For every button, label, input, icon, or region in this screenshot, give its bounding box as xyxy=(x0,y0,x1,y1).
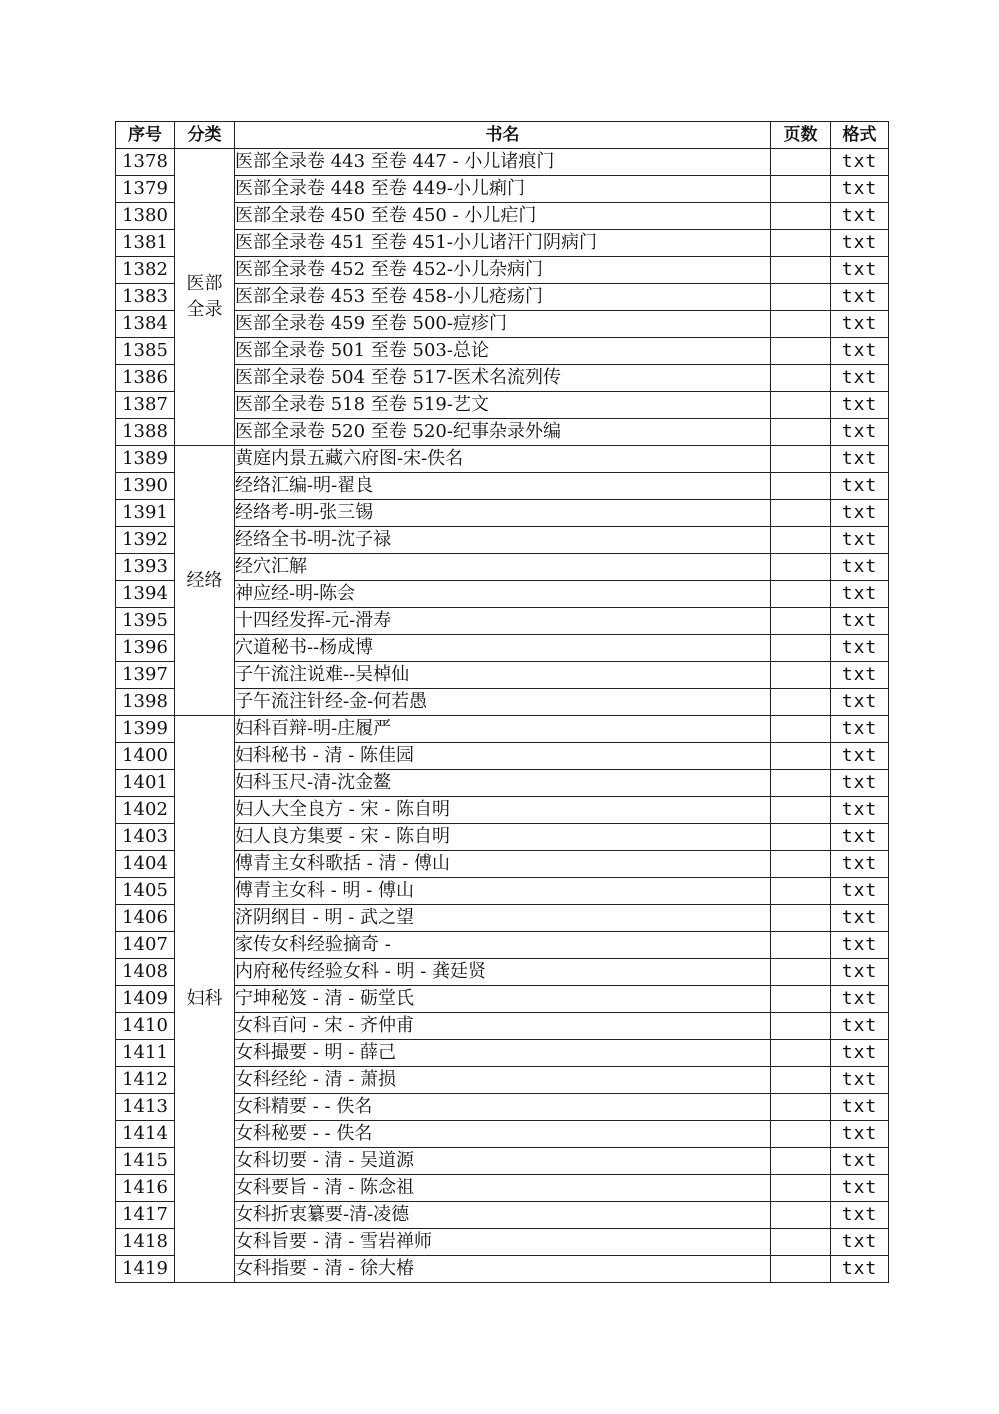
row-number: 1402 xyxy=(116,797,175,824)
book-title: 女科撮要 - 明 - 薛己 xyxy=(235,1040,771,1067)
page-count xyxy=(771,1256,831,1283)
page-count xyxy=(771,1202,831,1229)
row-number: 1401 xyxy=(116,770,175,797)
page-count xyxy=(771,878,831,905)
page-count xyxy=(771,662,831,689)
page-count xyxy=(771,986,831,1013)
page-count xyxy=(771,1040,831,1067)
row-number: 1388 xyxy=(116,419,175,446)
page-count xyxy=(771,419,831,446)
row-number: 1378 xyxy=(116,149,175,176)
page-count xyxy=(771,1067,831,1094)
row-number: 1381 xyxy=(116,230,175,257)
table-row xyxy=(116,446,889,473)
file-format: txt xyxy=(831,608,889,635)
book-title: 女科精要 - - 佚名 xyxy=(235,1094,771,1121)
row-number: 1389 xyxy=(116,446,175,473)
row-number: 1398 xyxy=(116,689,175,716)
page-count xyxy=(771,1094,831,1121)
file-format: txt xyxy=(831,419,889,446)
file-format: txt xyxy=(831,635,889,662)
category-label: 经络 xyxy=(186,569,223,591)
row-number: 1406 xyxy=(116,905,175,932)
file-format: txt xyxy=(831,797,889,824)
row-number: 1404 xyxy=(116,851,175,878)
file-format: txt xyxy=(831,1175,889,1202)
book-title: 傅青主女科歌括 - 清 - 傅山 xyxy=(235,851,771,878)
book-title: 医部全录卷 450 至卷 450 - 小儿疟门 xyxy=(235,203,771,230)
book-title: 女科旨要 - 清 - 雪岩禅师 xyxy=(235,1229,771,1256)
page-count xyxy=(771,851,831,878)
row-number: 1391 xyxy=(116,500,175,527)
file-format: txt xyxy=(831,959,889,986)
file-format: txt xyxy=(831,878,889,905)
category-cell xyxy=(175,716,235,1283)
book-title: 医部全录卷 501 至卷 503-总论 xyxy=(235,338,771,365)
book-title: 妇人大全良方 - 宋 - 陈自明 xyxy=(235,797,771,824)
page-count xyxy=(771,365,831,392)
file-format: txt xyxy=(831,986,889,1013)
file-format: txt xyxy=(831,1094,889,1121)
table-row xyxy=(116,716,889,743)
book-title: 穴道秘书--杨成博 xyxy=(235,635,771,662)
page-count xyxy=(771,689,831,716)
page-count xyxy=(771,797,831,824)
page-count xyxy=(771,824,831,851)
page-count xyxy=(771,1229,831,1256)
book-title: 妇人良方集要 - 宋 - 陈自明 xyxy=(235,824,771,851)
file-format: txt xyxy=(831,527,889,554)
header-category: 分类 xyxy=(175,122,235,149)
file-format: txt xyxy=(831,1013,889,1040)
table-header-row xyxy=(116,122,889,149)
book-title: 宁坤秘笈 - 清 - 砺堂氏 xyxy=(235,986,771,1013)
row-number: 1392 xyxy=(116,527,175,554)
row-number: 1397 xyxy=(116,662,175,689)
file-format: txt xyxy=(831,149,889,176)
book-title: 医部全录卷 459 至卷 500-痘疹门 xyxy=(235,311,771,338)
page-count xyxy=(771,932,831,959)
row-number: 1417 xyxy=(116,1202,175,1229)
book-title: 济阴纲目 - 明 - 武之望 xyxy=(235,905,771,932)
row-number: 1380 xyxy=(116,203,175,230)
file-format: txt xyxy=(831,1148,889,1175)
row-number: 1396 xyxy=(116,635,175,662)
row-number: 1413 xyxy=(116,1094,175,1121)
book-title: 内府秘传经验女科 - 明 - 龚廷贤 xyxy=(235,959,771,986)
category-cell xyxy=(175,446,235,716)
book-title: 十四经发挥-元-滑寿 xyxy=(235,608,771,635)
file-format: txt xyxy=(831,716,889,743)
book-title: 妇科玉尺-清-沈金鳌 xyxy=(235,770,771,797)
page-count xyxy=(771,527,831,554)
book-title: 女科折衷纂要-清-凌德 xyxy=(235,1202,771,1229)
file-format: txt xyxy=(831,311,889,338)
row-number: 1393 xyxy=(116,554,175,581)
row-number: 1408 xyxy=(116,959,175,986)
book-title: 妇科秘书 - 清 - 陈佳园 xyxy=(235,743,771,770)
book-title: 医部全录卷 452 至卷 452-小儿杂病门 xyxy=(235,257,771,284)
page-count xyxy=(771,1148,831,1175)
file-format: txt xyxy=(831,338,889,365)
page-count xyxy=(771,905,831,932)
file-format: txt xyxy=(831,554,889,581)
book-title: 医部全录卷 504 至卷 517-医术名流列传 xyxy=(235,365,771,392)
page-count xyxy=(771,257,831,284)
book-title: 神应经-明-陈会 xyxy=(235,581,771,608)
table-body xyxy=(116,149,889,1283)
page-count xyxy=(771,311,831,338)
book-title: 女科指要 - 清 - 徐大椿 xyxy=(235,1256,771,1283)
book-title: 家传女科经验摘奇 - xyxy=(235,932,771,959)
page-count xyxy=(771,635,831,662)
book-title: 医部全录卷 448 至卷 449-小儿痢门 xyxy=(235,176,771,203)
book-title: 经络汇编-明-翟良 xyxy=(235,473,771,500)
file-format: txt xyxy=(831,1067,889,1094)
book-title: 医部全录卷 453 至卷 458-小儿疮疡门 xyxy=(235,284,771,311)
book-title: 女科秘要 - - 佚名 xyxy=(235,1121,771,1148)
page-count xyxy=(771,770,831,797)
book-title: 经络全书-明-沈子禄 xyxy=(235,527,771,554)
page-count xyxy=(771,446,831,473)
row-number: 1403 xyxy=(116,824,175,851)
page-count xyxy=(771,203,831,230)
row-number: 1384 xyxy=(116,311,175,338)
book-title: 女科切要 - 清 - 吴道源 xyxy=(235,1148,771,1175)
row-number: 1395 xyxy=(116,608,175,635)
row-number: 1390 xyxy=(116,473,175,500)
file-format: txt xyxy=(831,176,889,203)
book-title: 傅青主女科 - 明 - 傅山 xyxy=(235,878,771,905)
row-number: 1410 xyxy=(116,1013,175,1040)
book-catalog-table xyxy=(115,121,889,1283)
file-format: txt xyxy=(831,257,889,284)
book-title: 女科要旨 - 清 - 陈念祖 xyxy=(235,1175,771,1202)
page-count xyxy=(771,230,831,257)
row-number: 1415 xyxy=(116,1148,175,1175)
book-title: 医部全录卷 520 至卷 520-纪事杂录外编 xyxy=(235,419,771,446)
file-format: txt xyxy=(831,473,889,500)
book-title: 经络考-明-张三锡 xyxy=(235,500,771,527)
row-number: 1383 xyxy=(116,284,175,311)
file-format: txt xyxy=(831,446,889,473)
row-number: 1411 xyxy=(116,1040,175,1067)
header-title: 书名 xyxy=(235,122,771,149)
book-title: 医部全录卷 451 至卷 451-小儿诸汗门阴病门 xyxy=(235,230,771,257)
book-title: 子午流注说难--吴棹仙 xyxy=(235,662,771,689)
row-number: 1409 xyxy=(116,986,175,1013)
row-number: 1418 xyxy=(116,1229,175,1256)
row-number: 1386 xyxy=(116,365,175,392)
file-format: txt xyxy=(831,824,889,851)
file-format: txt xyxy=(831,203,889,230)
page-count xyxy=(771,149,831,176)
file-format: txt xyxy=(831,851,889,878)
file-format: txt xyxy=(831,1256,889,1283)
row-number: 1407 xyxy=(116,932,175,959)
page-count xyxy=(771,473,831,500)
page-count xyxy=(771,338,831,365)
row-number: 1394 xyxy=(116,581,175,608)
page-count xyxy=(771,581,831,608)
file-format: txt xyxy=(831,1040,889,1067)
file-format: txt xyxy=(831,1202,889,1229)
page-count xyxy=(771,608,831,635)
file-format: txt xyxy=(831,743,889,770)
file-format: txt xyxy=(831,230,889,257)
header-pages: 页数 xyxy=(771,122,831,149)
book-title: 子午流注针经-金-何若愚 xyxy=(235,689,771,716)
row-number: 1414 xyxy=(116,1121,175,1148)
row-number: 1419 xyxy=(116,1256,175,1283)
file-format: txt xyxy=(831,662,889,689)
file-format: txt xyxy=(831,770,889,797)
book-title: 女科经纶 - 清 - 萧损 xyxy=(235,1067,771,1094)
page-count xyxy=(771,1013,831,1040)
file-format: txt xyxy=(831,500,889,527)
header-format: 格式 xyxy=(831,122,889,149)
file-format: txt xyxy=(831,1121,889,1148)
page-count xyxy=(771,554,831,581)
category-label: 妇科 xyxy=(186,988,223,1009)
row-number: 1385 xyxy=(116,338,175,365)
book-title: 妇科百辩-明-庄履严 xyxy=(235,716,771,743)
category-label: 医部全录 xyxy=(186,273,223,320)
row-number: 1399 xyxy=(116,716,175,743)
page-count xyxy=(771,959,831,986)
row-number: 1387 xyxy=(116,392,175,419)
category-cell xyxy=(175,149,235,446)
page-count xyxy=(771,284,831,311)
book-title: 医部全录卷 443 至卷 447 - 小儿诸痕门 xyxy=(235,149,771,176)
book-title: 经穴汇解 xyxy=(235,554,771,581)
page-count xyxy=(771,500,831,527)
table-row xyxy=(116,149,889,176)
page-count xyxy=(771,1175,831,1202)
row-number: 1382 xyxy=(116,257,175,284)
row-number: 1405 xyxy=(116,878,175,905)
row-number: 1416 xyxy=(116,1175,175,1202)
row-number: 1400 xyxy=(116,743,175,770)
file-format: txt xyxy=(831,581,889,608)
page-count xyxy=(771,176,831,203)
file-format: txt xyxy=(831,905,889,932)
file-format: txt xyxy=(831,1229,889,1256)
book-title: 医部全录卷 518 至卷 519-艺文 xyxy=(235,392,771,419)
row-number: 1379 xyxy=(116,176,175,203)
book-title: 黄庭内景五藏六府图-宋-佚名 xyxy=(235,446,771,473)
page-count xyxy=(771,743,831,770)
file-format: txt xyxy=(831,689,889,716)
file-format: txt xyxy=(831,932,889,959)
file-format: txt xyxy=(831,365,889,392)
file-format: txt xyxy=(831,284,889,311)
page-count xyxy=(771,392,831,419)
header-num: 序号 xyxy=(116,122,175,149)
file-format: txt xyxy=(831,392,889,419)
page-count xyxy=(771,716,831,743)
row-number: 1412 xyxy=(116,1067,175,1094)
page-count xyxy=(771,1121,831,1148)
book-title: 女科百问 - 宋 - 齐仲甫 xyxy=(235,1013,771,1040)
